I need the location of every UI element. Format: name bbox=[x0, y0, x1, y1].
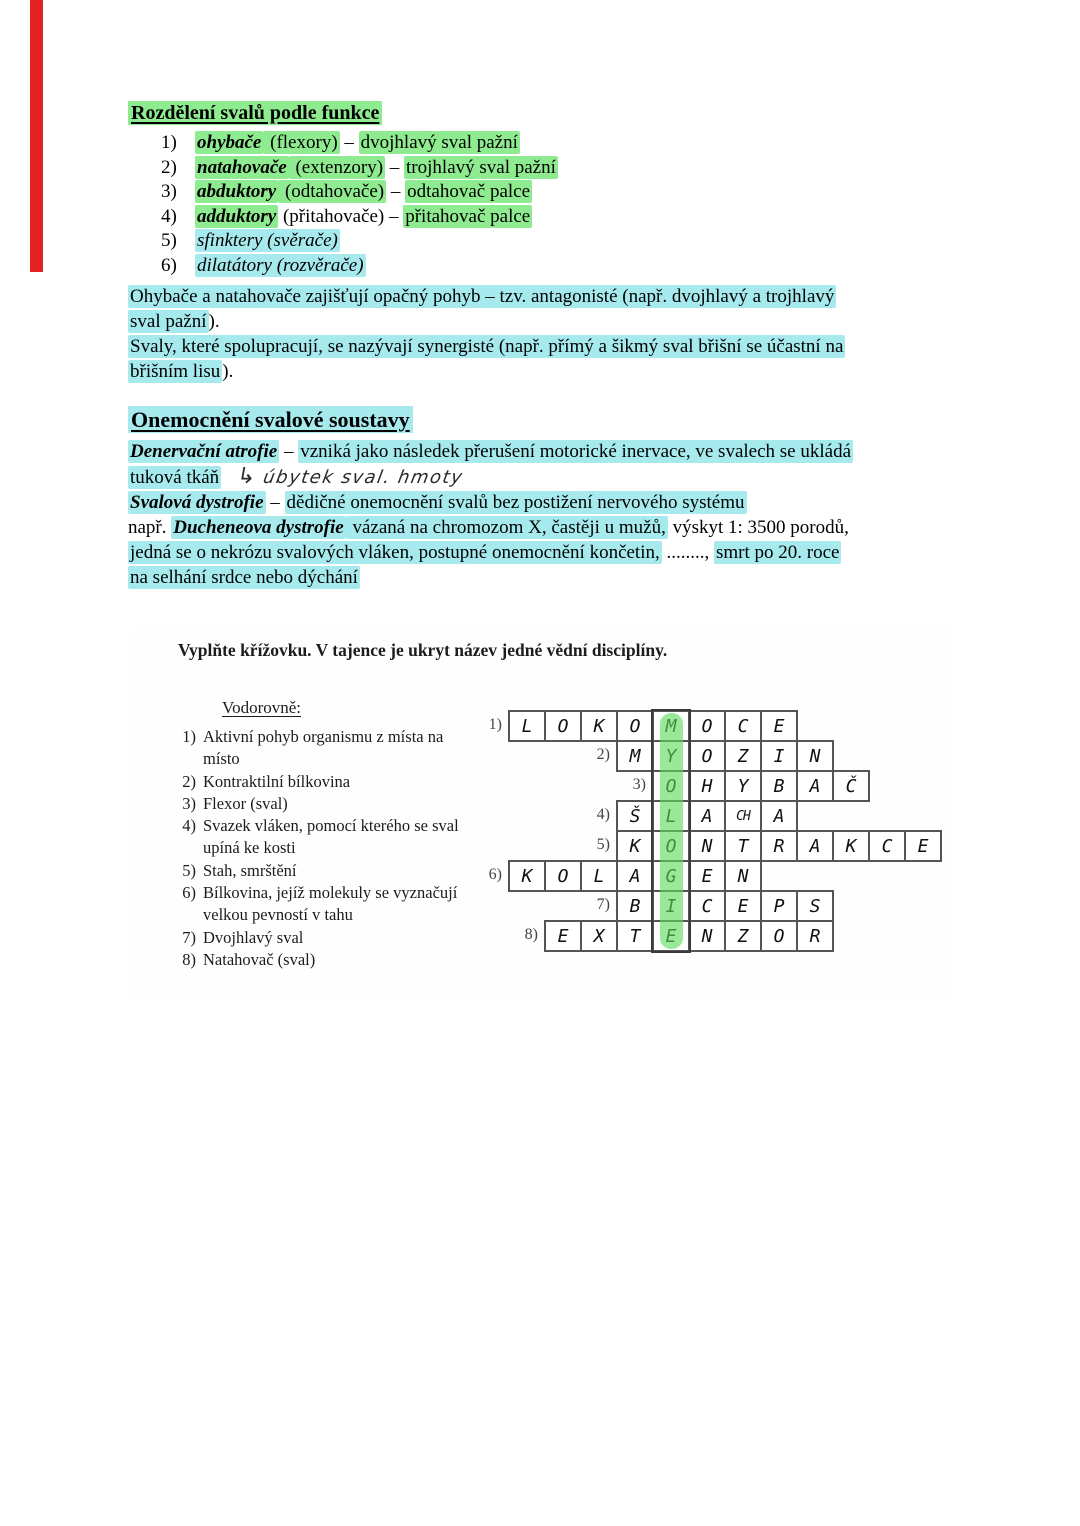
crossword-clue bbox=[170, 793, 500, 815]
handwritten-letter: L bbox=[521, 716, 533, 737]
crossword-cell bbox=[796, 830, 834, 862]
crossword-cell bbox=[688, 920, 726, 952]
text-segment: – bbox=[339, 132, 359, 153]
crossword-cell bbox=[760, 920, 798, 952]
handwritten-letter: B bbox=[629, 896, 641, 917]
list-text bbox=[195, 254, 366, 277]
text-segment: – bbox=[385, 156, 405, 178]
clue-text bbox=[203, 927, 303, 949]
crossword-clue bbox=[170, 882, 500, 927]
list-item bbox=[128, 156, 973, 181]
list-number: 3) bbox=[161, 181, 177, 203]
text-segment: (přitahovače) – bbox=[278, 205, 404, 227]
crossword-cell bbox=[760, 830, 798, 862]
clue-text bbox=[203, 860, 297, 882]
crossword-cell bbox=[760, 770, 798, 802]
crossword-cell bbox=[796, 770, 834, 802]
crossword-cell bbox=[580, 920, 618, 952]
crossword-direction-label: Vodorovně: bbox=[222, 698, 302, 717]
handwritten-letter: R bbox=[773, 836, 785, 857]
handwritten-letter: C bbox=[701, 896, 713, 917]
handwritten-letter: S bbox=[809, 896, 821, 917]
clue-line: Natahovač (sval) bbox=[203, 949, 316, 969]
crossword-cell bbox=[508, 710, 546, 742]
text-segment: odtahovač palce bbox=[407, 181, 531, 203]
heading-text: Rozdělení svalů podle funkce bbox=[128, 101, 382, 125]
text-segment: ). bbox=[222, 360, 234, 382]
clue-line: Kontraktilní bílkovina bbox=[203, 771, 351, 791]
handwritten-letter: O bbox=[701, 716, 713, 737]
crossword-cell bbox=[760, 710, 798, 742]
text-segment: břišním lisu bbox=[130, 360, 221, 382]
clue-line: místo bbox=[203, 749, 240, 769]
muscle-disease-heading bbox=[128, 407, 973, 439]
crossword-cell bbox=[616, 890, 654, 922]
crossword-cell bbox=[544, 710, 582, 742]
text-segment: – bbox=[386, 181, 406, 203]
grid-row-number: 7) bbox=[596, 896, 610, 913]
paragraph-line bbox=[128, 439, 973, 464]
crossword-cell bbox=[580, 710, 618, 742]
crossword-cell bbox=[688, 830, 726, 862]
paragraph-line bbox=[128, 284, 973, 309]
handwritten-letter: A bbox=[809, 776, 821, 797]
clue-number: 1) bbox=[182, 727, 196, 746]
grid-row-number: 5) bbox=[596, 836, 610, 853]
crossword-cell bbox=[580, 860, 618, 892]
crossword-clue bbox=[170, 815, 500, 860]
paragraph-line bbox=[128, 540, 973, 565]
handwritten-letter: K bbox=[629, 836, 641, 857]
crossword-cell bbox=[616, 740, 654, 772]
handwritten-letter: B bbox=[773, 776, 785, 797]
crossword-cell bbox=[616, 830, 654, 862]
handwritten-letter: C bbox=[881, 836, 893, 857]
text-segment: (odtahovače) bbox=[280, 181, 385, 203]
paragraph-line bbox=[128, 515, 973, 540]
list-text bbox=[195, 205, 532, 228]
crossword-cell bbox=[688, 860, 726, 892]
text-segment: adduktory bbox=[197, 205, 277, 227]
handwritten-letter: T bbox=[629, 926, 641, 947]
handwritten-letter: K bbox=[521, 866, 533, 887]
list-text bbox=[195, 229, 340, 252]
clue-line: upíná ke kosti bbox=[203, 838, 296, 858]
crossword-cell bbox=[724, 740, 762, 772]
handwritten-letter: A bbox=[773, 806, 785, 827]
text-segment: tuková tkáň bbox=[130, 466, 220, 488]
clue-line: Flexor (sval) bbox=[203, 793, 288, 813]
text-segment: abduktory bbox=[197, 181, 277, 203]
crossword-cell bbox=[688, 710, 726, 742]
clue-text bbox=[203, 793, 288, 815]
crossword-cell bbox=[724, 890, 762, 922]
crossword-cell bbox=[688, 740, 726, 772]
paragraph-line bbox=[128, 565, 973, 590]
handwritten-letter: Z bbox=[737, 926, 749, 947]
handwritten-letter: E bbox=[701, 866, 713, 887]
list-item bbox=[128, 180, 973, 205]
handwritten-letter: Y bbox=[737, 776, 749, 797]
paragraph-line bbox=[128, 464, 973, 490]
crossword-cell bbox=[796, 890, 834, 922]
clue-line: velkou pevností v tahu bbox=[203, 905, 353, 925]
list-number: 6) bbox=[161, 254, 177, 276]
list-item bbox=[128, 205, 973, 230]
tajenka-marker-stripe bbox=[660, 713, 683, 949]
crossword-cell bbox=[724, 710, 762, 742]
paragraph-text bbox=[128, 466, 221, 489]
clue-number: 4) bbox=[182, 816, 196, 836]
crossword-clue bbox=[170, 927, 500, 949]
clue-text bbox=[203, 771, 350, 793]
text-segment: výskyt 1: 3500 porodů, bbox=[667, 516, 849, 538]
text-segment: Ducheneova dystrofie bbox=[173, 516, 344, 538]
text-segment: – bbox=[265, 491, 285, 513]
crossword-cell bbox=[832, 770, 870, 802]
crossword-cell bbox=[688, 770, 726, 802]
hooked-arrow-icon: ↳ bbox=[235, 463, 258, 489]
handwritten-letter: X bbox=[593, 926, 605, 947]
crossword-cell bbox=[724, 800, 762, 832]
list-item bbox=[128, 229, 973, 254]
text-segment: dilatátory (rozvěrače) bbox=[197, 254, 364, 276]
list-item bbox=[128, 254, 973, 279]
crossword-cell bbox=[616, 920, 654, 952]
crossword-cell bbox=[544, 860, 582, 892]
handwritten-letter: C bbox=[737, 716, 749, 737]
paragraph-line bbox=[128, 490, 973, 515]
grid-row-number: 6) bbox=[488, 866, 502, 883]
handwritten-letter: O bbox=[773, 926, 785, 947]
handwritten-letter: O bbox=[557, 716, 569, 737]
handwritten-letter: N bbox=[809, 746, 821, 767]
handwritten-letter: N bbox=[737, 866, 749, 887]
list-text bbox=[195, 131, 520, 154]
handwritten-letter: O bbox=[629, 716, 641, 737]
handwritten-letter: Z bbox=[737, 746, 749, 767]
crossword-cell bbox=[616, 860, 654, 892]
handwritten-letter: P bbox=[773, 896, 785, 917]
handwritten-letter: I bbox=[773, 746, 785, 767]
text-segment: smrt po 20. roce bbox=[716, 541, 840, 563]
handwritten-letter: Č bbox=[845, 776, 857, 797]
list-number: 1) bbox=[161, 132, 177, 153]
handwritten-letter: A bbox=[701, 806, 713, 827]
text-segment: přitahovač palce bbox=[405, 205, 531, 227]
handwritten-letter: A bbox=[629, 866, 641, 887]
clue-number: 8) bbox=[182, 949, 196, 969]
paragraph-line bbox=[128, 309, 973, 334]
text-segment: Svaly, které spolupracují, se nazývají synergisté (např. přímý a šikmý sval břišní se účastní na bbox=[130, 335, 844, 357]
text-segment: např. bbox=[128, 516, 172, 538]
handwritten-letter: M bbox=[629, 746, 641, 767]
crossword-clues-list bbox=[170, 726, 500, 971]
handwritten-letter: E bbox=[557, 926, 569, 947]
list-number: 5) bbox=[161, 230, 177, 252]
crossword-clue bbox=[170, 771, 500, 793]
crossword-cell bbox=[508, 860, 546, 892]
grid-row-number: 1) bbox=[488, 716, 502, 733]
list-item bbox=[128, 131, 973, 156]
list-text bbox=[195, 156, 558, 179]
handwritten-note bbox=[235, 464, 466, 490]
crossword-cell bbox=[796, 740, 834, 772]
text-segment: – bbox=[279, 440, 299, 462]
clue-number: 6) bbox=[182, 883, 196, 903]
grid-row-number: 4) bbox=[596, 806, 610, 823]
crossword-cell bbox=[760, 800, 798, 832]
crossword-clue bbox=[170, 949, 500, 971]
crossword-cell bbox=[616, 800, 654, 832]
crossword-cell bbox=[724, 770, 762, 802]
crossword-cell bbox=[724, 830, 762, 862]
text-segment: Denervační atrofie bbox=[130, 440, 278, 462]
text-segment: vázaná na chromozom X, častěji u mužů, bbox=[347, 516, 666, 538]
crossword-figure bbox=[130, 628, 952, 1000]
text-content bbox=[128, 102, 973, 590]
paragraph-line bbox=[128, 359, 973, 384]
crossword-clue bbox=[170, 726, 500, 771]
handwritten-letter: O bbox=[701, 746, 713, 767]
crossword-cell bbox=[904, 830, 942, 862]
clue-text bbox=[203, 726, 443, 771]
crossword-cell bbox=[760, 740, 798, 772]
text-segment: sval pažní bbox=[130, 310, 207, 332]
crossword-cell bbox=[760, 890, 798, 922]
crossword-cell bbox=[616, 710, 654, 742]
clue-text bbox=[203, 949, 315, 971]
crossword-clue bbox=[170, 860, 500, 882]
text-segment: dvojhlavý sval pažní bbox=[360, 132, 518, 153]
crossword-title: Vyplňte křížovku. V tajence je ukryt název jedné vědní disciplíny. bbox=[178, 640, 668, 660]
handwritten-text: úbytek sval. hmoty bbox=[261, 466, 466, 488]
list-number: 2) bbox=[161, 156, 177, 178]
muscle-function-heading bbox=[128, 102, 973, 131]
handwritten-letter: K bbox=[593, 716, 605, 737]
crossword-cell bbox=[868, 830, 906, 862]
handwritten-letter: O bbox=[557, 866, 569, 887]
grid-row-number: 8) bbox=[524, 926, 538, 943]
heading-text: Onemocnění svalové soustavy bbox=[128, 406, 413, 433]
clue-line: Stah, smrštění bbox=[203, 860, 297, 880]
text-segment: (flexory) bbox=[265, 132, 338, 153]
handwritten-letter: R bbox=[809, 926, 821, 947]
handwritten-letter: L bbox=[593, 866, 605, 887]
handwritten-letter: E bbox=[773, 716, 785, 737]
list-number: 4) bbox=[161, 205, 177, 227]
text-segment: Svalová dystrofie bbox=[130, 491, 264, 513]
text-segment: ........, bbox=[661, 541, 714, 563]
text-segment: na selhání srdce nebo dýchání bbox=[130, 566, 358, 588]
clue-text bbox=[203, 815, 459, 860]
clue-line: Dvojhlavý sval bbox=[203, 927, 304, 947]
clue-line: Aktivní pohyb organismu z místa na bbox=[203, 727, 444, 746]
handwritten-letter: N bbox=[701, 926, 713, 947]
text-segment: ohybače bbox=[197, 132, 262, 153]
handwritten-letter: E bbox=[737, 896, 749, 917]
handwritten-letter: N bbox=[701, 836, 713, 857]
paragraph-line bbox=[128, 334, 973, 359]
clue-number: 7) bbox=[182, 927, 196, 947]
clue-number: 2) bbox=[182, 771, 196, 791]
crossword-cell bbox=[724, 920, 762, 952]
text-segment: Ohybače a natahovače zajišťují opačný pohyb – tzv. antagonisté (např. dvojhlavý a trojhlavý bbox=[130, 285, 835, 307]
clue-text bbox=[203, 882, 457, 927]
crossword-cell bbox=[688, 890, 726, 922]
crossword-cell bbox=[796, 920, 834, 952]
clue-line: Svazek vláken, pomocí kterého se sval bbox=[203, 816, 459, 836]
handwritten-letter: H bbox=[701, 776, 713, 797]
crossword-cell bbox=[724, 860, 762, 892]
text-segment: vzniká jako následek přerušení motorické inervace, ve svalech se ukládá bbox=[300, 440, 852, 462]
handwritten-letter: K bbox=[845, 836, 857, 857]
crossword-cell bbox=[688, 800, 726, 832]
crossword-cell bbox=[832, 830, 870, 862]
handwritten-letter: Š bbox=[629, 806, 641, 827]
handwritten-letter: E bbox=[917, 836, 929, 857]
text-segment: ). bbox=[208, 310, 220, 332]
clue-number: 5) bbox=[182, 860, 196, 880]
clue-number: 3) bbox=[182, 793, 196, 813]
text-segment: sfinktery (svěrače) bbox=[197, 230, 338, 252]
red-margin-stripe bbox=[30, 0, 43, 272]
handwritten-letter: A bbox=[809, 836, 821, 857]
text-segment: trojhlavý sval pažní bbox=[406, 156, 556, 178]
list-text bbox=[195, 180, 532, 203]
clue-line: Bílkovina, jejíž molekuly se vyznačují bbox=[203, 883, 458, 903]
text-segment: jedná se o nekrózu svalových vláken, postupné onemocnění končetin, bbox=[130, 541, 660, 563]
text-segment: (extenzory) bbox=[290, 156, 384, 178]
grid-row-number: 2) bbox=[596, 746, 610, 763]
crossword-cell bbox=[544, 920, 582, 952]
crossword-grid bbox=[488, 710, 948, 985]
handwritten-letter: CH bbox=[736, 809, 750, 824]
grid-row-number: 3) bbox=[632, 776, 646, 793]
text-segment: natahovače bbox=[197, 156, 287, 178]
text-segment: dědičné onemocnění svalů bez postižení nervového systému bbox=[286, 491, 745, 513]
handwritten-letter: T bbox=[737, 836, 749, 857]
